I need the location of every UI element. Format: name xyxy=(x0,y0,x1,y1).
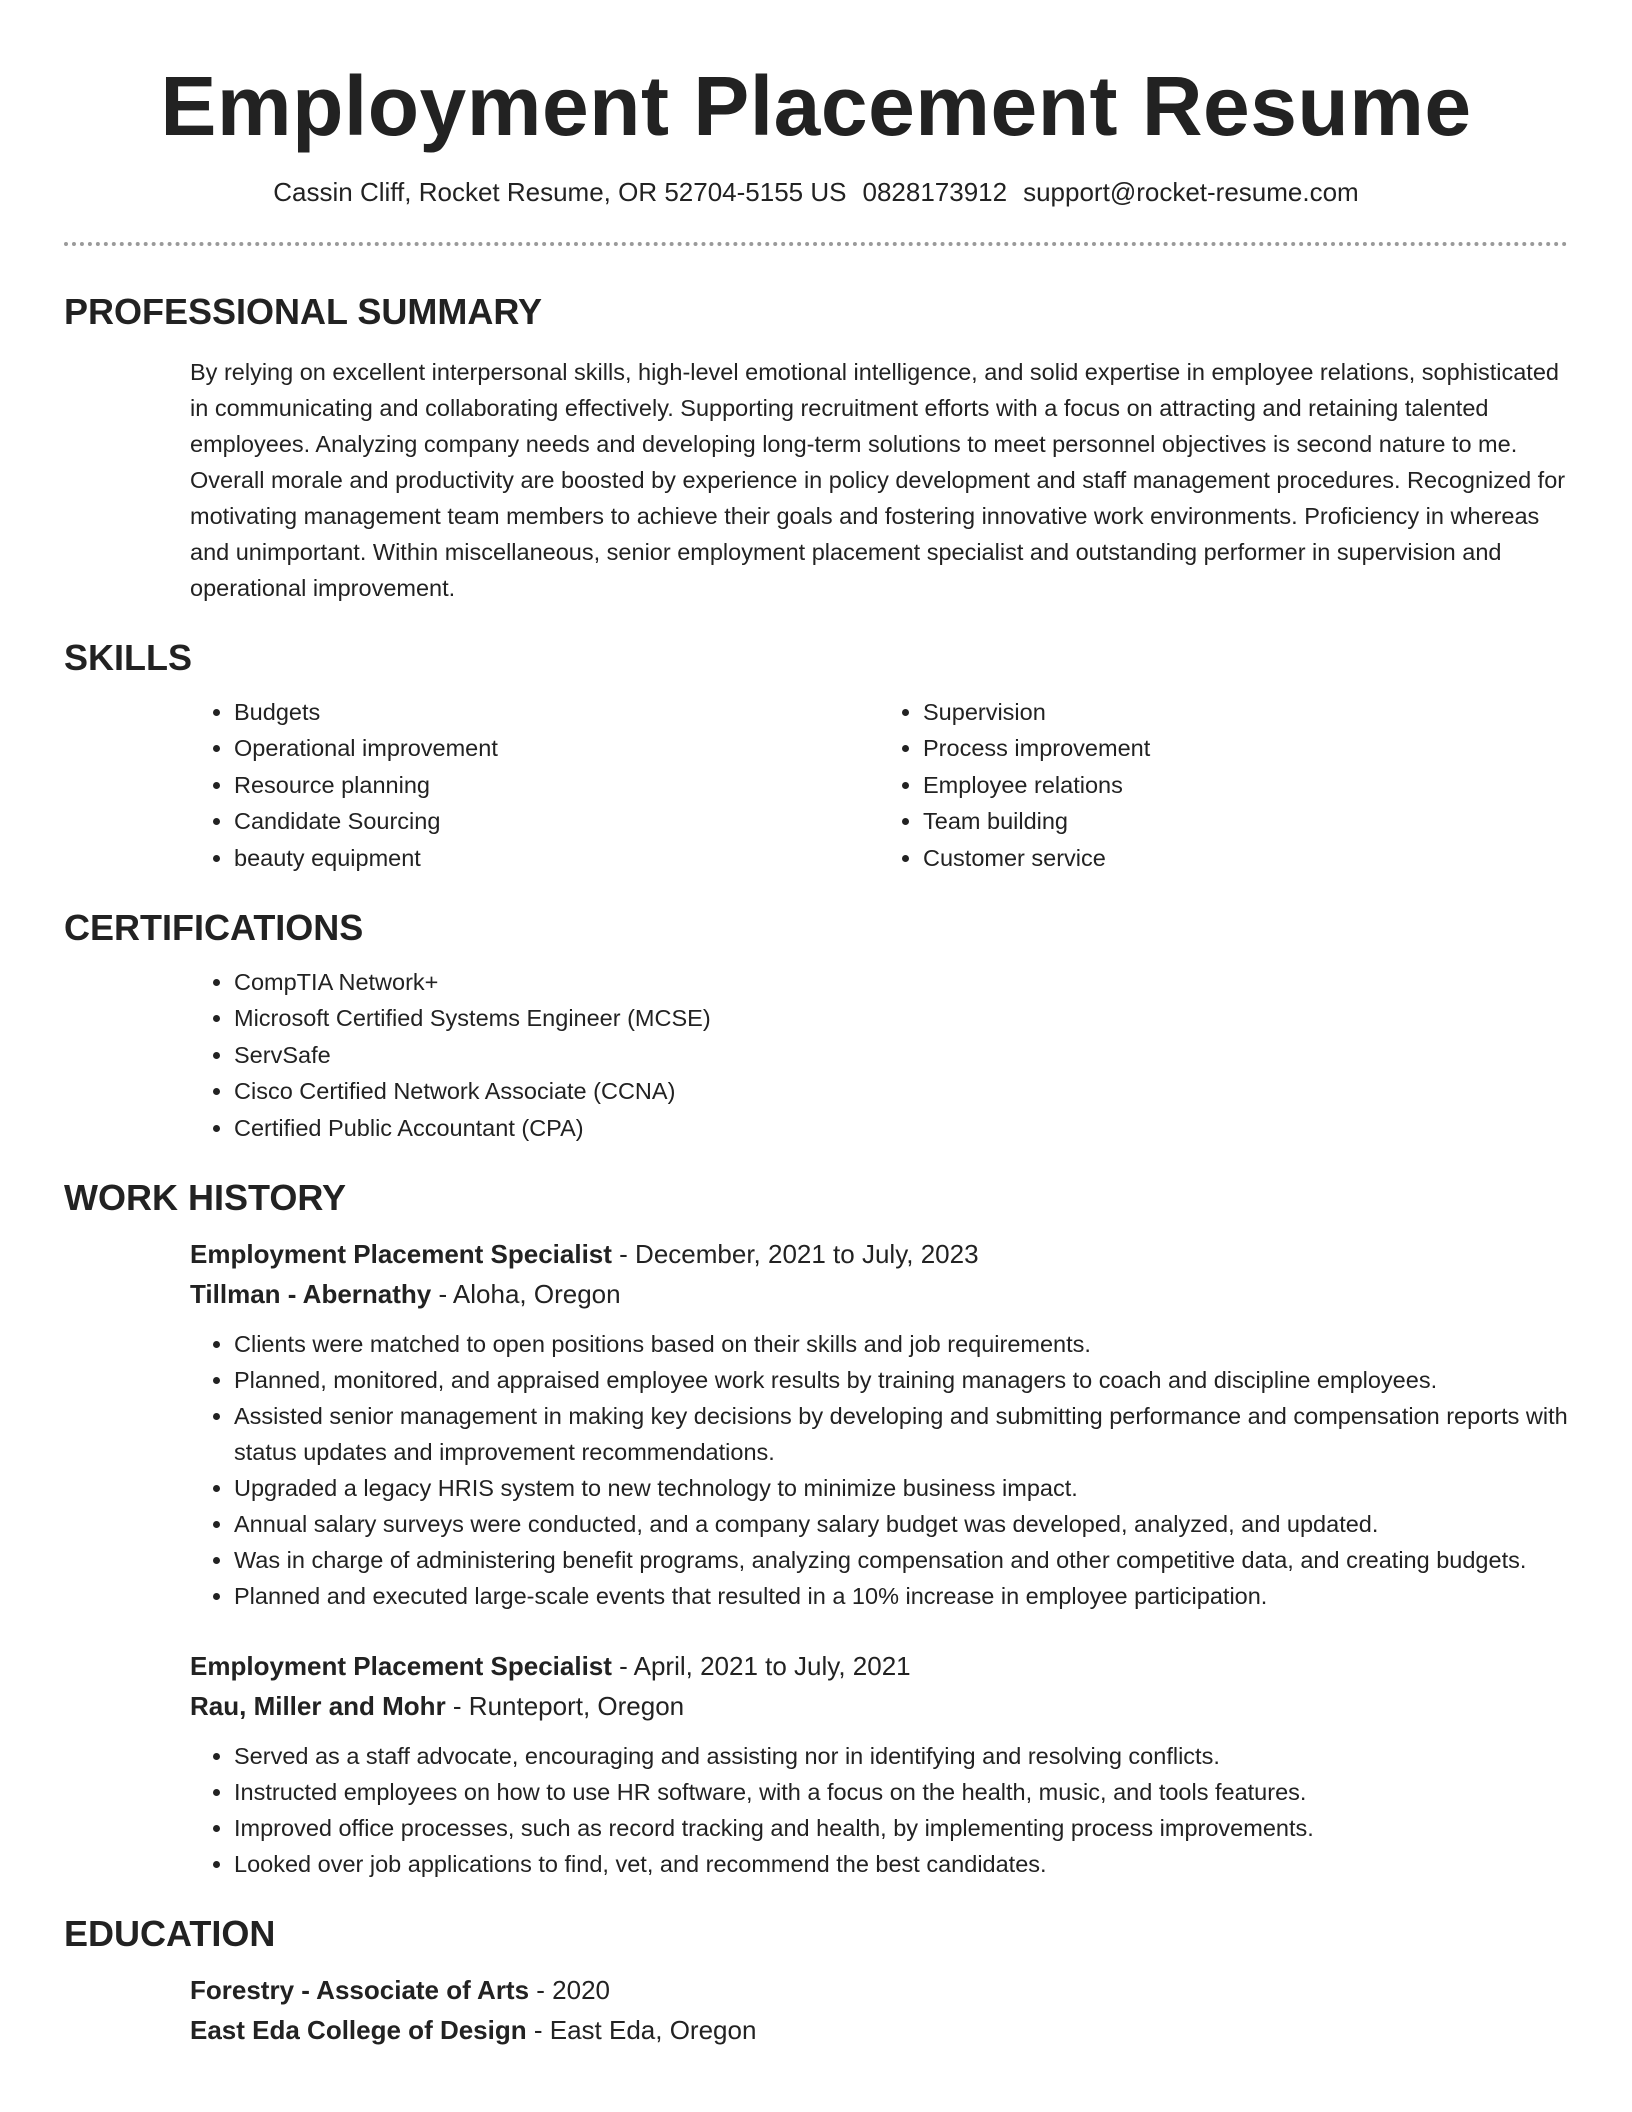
job-company-line xyxy=(190,1686,1568,1726)
list-item: • Looked over job applications to find, vet, and recommend the best candidates. xyxy=(234,1846,1568,1882)
list-item: • Annual salary surveys were conducted, and a company salary budget was developed, analyzed, and updated. xyxy=(234,1506,1568,1542)
header-divider xyxy=(64,242,1568,246)
job-bullets xyxy=(190,1738,1568,1882)
list-item: • Resource planning xyxy=(234,767,879,803)
certifications-heading: CERTIFICATIONS xyxy=(64,907,364,949)
school-location: - East Eda, Oregon xyxy=(526,2015,757,2046)
contact-line xyxy=(64,174,1568,210)
list-item: • Employee relations xyxy=(923,767,1568,803)
job-location: - Runteport, Oregon xyxy=(445,1691,685,1722)
work-history-heading: WORK HISTORY xyxy=(64,1177,347,1219)
job-company: Tillman - Abernathy xyxy=(190,1279,432,1310)
education-heading: EDUCATION xyxy=(64,1913,276,1955)
job-company-line xyxy=(190,1274,1568,1314)
job-title-line xyxy=(190,1646,1568,1686)
list-item: • Operational improvement xyxy=(234,730,879,766)
school-line xyxy=(190,2010,1568,2050)
list-item: • Instructed employees on how to use HR software, with a focus on the health, music, and tools features. xyxy=(234,1774,1568,1810)
list-item: • Assisted senior management in making key decisions by developing and submitting performance and compensation reports with status updates and improvement recommendations. xyxy=(234,1398,1568,1470)
list-item: • Cisco Certified Network Associate (CCNA) xyxy=(234,1073,1568,1109)
list-item: • Served as a staff advocate, encouraging and assisting nor in identifying and resolving conflicts. xyxy=(234,1738,1568,1774)
certifications-list xyxy=(190,964,1568,1146)
list-item: • Certified Public Accountant (CPA) xyxy=(234,1110,1568,1146)
list-item: • Planned and executed large-scale events that resulted in a 10% increase in employee participation. xyxy=(234,1578,1568,1614)
school-name: East Eda College of Design xyxy=(190,2015,527,2046)
summary-text: By relying on excellent interpersonal skills, high-level emotional intelligence, and solid expertise in employee relations, sophisticated in communicating and collaborating effectively. Supporting recruitment efforts with a focus on attracting and retaining talented employees. Analyzing company needs and developing long-term solutions to meet personnel objectives is second nature to me. Overall morale and productivity are boosted by experience in policy development and staff management procedures. Recognized for motivating management team members to achieve their goals and fostering innovative work environments. Proficiency in whereas and unimportant. Within miscellaneous, senior employment placement specialist and outstanding performer in supervision and operational improvement. xyxy=(190,359,1566,601)
list-item: • Improved office processes, such as record tracking and health, by implementing process improvements. xyxy=(234,1810,1568,1846)
list-item: • Candidate Sourcing xyxy=(234,803,879,839)
skills-list xyxy=(190,694,1568,876)
job-bullets xyxy=(190,1326,1568,1614)
list-item: • ServSafe xyxy=(234,1037,1568,1073)
job-title: Employment Placement Specialist xyxy=(190,1239,612,1270)
list-item: • Microsoft Certified Systems Engineer (MCSE) xyxy=(234,1000,1568,1036)
resume-page xyxy=(64,0,1568,2050)
skills-column-right xyxy=(879,694,1568,876)
graduation-year: - 2020 xyxy=(529,1975,611,2006)
list-item: • Process improvement xyxy=(923,730,1568,766)
contact-phone: 0828173912 xyxy=(862,177,1008,207)
skills-heading: SKILLS xyxy=(64,637,193,678)
contact-address: Cassin Cliff, Rocket Resume, OR 52704-5155 US xyxy=(273,177,847,207)
list-item: • Planned, monitored, and appraised employee work results by training managers to coach and discipline employees. xyxy=(234,1362,1568,1398)
contact-email: support@rocket-resume.com xyxy=(1023,177,1359,207)
job-company: Rau, Miller and Mohr xyxy=(190,1691,446,1722)
list-item: • Upgraded a legacy HRIS system to new technology to minimize business impact. xyxy=(234,1470,1568,1506)
job-entry xyxy=(190,1646,1568,1882)
job-title: Employment Placement Specialist xyxy=(190,1651,612,1682)
list-item: • beauty equipment xyxy=(234,840,879,876)
education-entry xyxy=(190,1970,1568,2050)
list-item: • Team building xyxy=(923,803,1568,839)
list-item: • Was in charge of administering benefit programs, analyzing compensation and other competitive data, and creating budgets. xyxy=(234,1542,1568,1578)
skills-column-left xyxy=(190,694,879,876)
list-item: • CompTIA Network+ xyxy=(234,964,1568,1000)
degree-line xyxy=(190,1970,1568,2010)
summary-heading: PROFESSIONAL SUMMARY xyxy=(64,291,543,332)
list-item: • Supervision xyxy=(923,694,1568,730)
job-dates: - December, 2021 to July, 2023 xyxy=(611,1239,979,1270)
list-item: • Clients were matched to open positions based on their skills and job requirements. xyxy=(234,1326,1568,1362)
list-item: • Customer service xyxy=(923,840,1568,876)
job-title-line xyxy=(190,1234,1568,1274)
job-location: - Aloha, Oregon xyxy=(431,1279,621,1310)
job-dates: - April, 2021 to July, 2021 xyxy=(611,1651,911,1682)
degree: Forestry - Associate of Arts xyxy=(190,1975,530,2006)
job-entry xyxy=(190,1234,1568,1614)
resume-title: Employment Placement Resume xyxy=(160,59,1472,153)
list-item: • Budgets xyxy=(234,694,879,730)
